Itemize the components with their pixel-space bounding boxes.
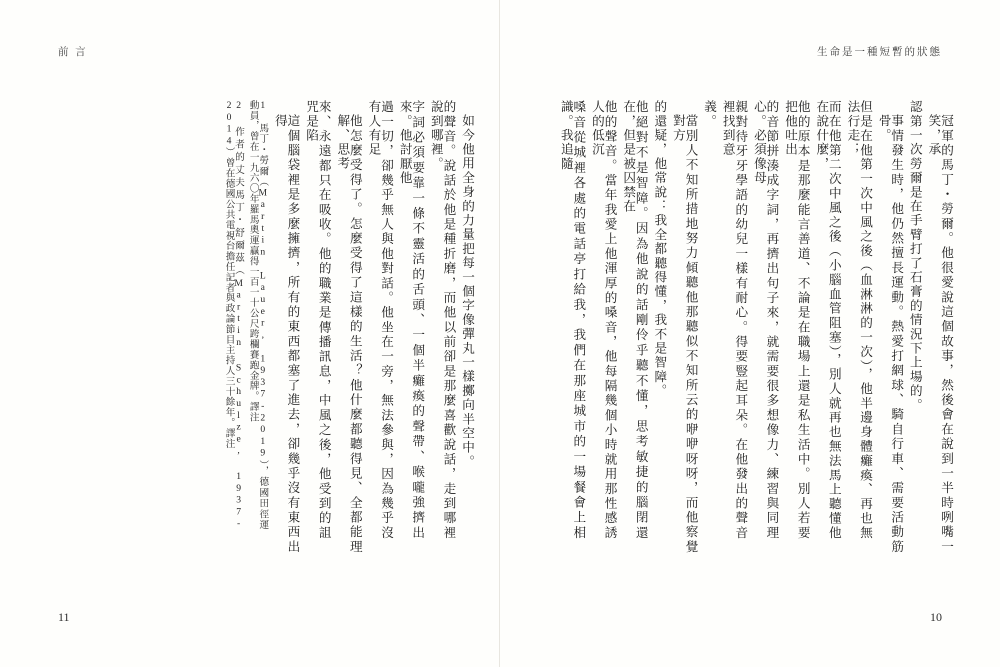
running-head-left: 前 言 xyxy=(58,47,88,58)
footnotes xyxy=(219,100,267,530)
text-column: 事情發生時，他仍然擅長運動。熱愛打網球、騎自行車、需要活動筋骨。 xyxy=(876,114,904,554)
text-column: 如今他用全身的力量把每一個字像彈丸一樣擲向半空中。 xyxy=(460,114,474,469)
text-column: 字詞必須要靠一條不靈活的舌頭、一個半癱瘓的聲帶、喉嚨強擠出來。他討厭他 xyxy=(397,100,425,540)
text-column: 認第一次勞爾是在手臂打了石膏的情況下上場的。 xyxy=(907,100,922,413)
text-column: 的還疑，他常說：我全都聽得懂，我不是智障。 xyxy=(652,100,667,399)
text-column: 這個腦袋裡是多麼擁擠，所有的東西都塞了進去，卻幾乎沒有東西出得 xyxy=(272,114,300,554)
page-right xyxy=(500,0,1000,667)
text-column: 義。 xyxy=(702,100,717,129)
text-columns-right xyxy=(526,100,952,595)
running-head-right: 生命是一種短暫的狀態 xyxy=(817,47,942,58)
footnote-item: 1 馬丁・勞爾（Martin Lauer, 1937-2019），德國田徑運動員，曾在一九六〇年羅馬奧運贏得一百一十公尺跨欄賽跑金牌。譯注 xyxy=(247,100,269,530)
text-column: 他的聲音。當年我愛上他渾厚的嗓音，他每隔幾個小時就用那性感誘人的低沉 xyxy=(589,100,617,540)
text-columns-left xyxy=(48,100,473,595)
footnote-item: 2 作者的丈夫馬丁・舒爾茲（Martin Schulze, 1937-2014）曾在德國公共電視台擔任記者與政論節目主持人三十餘年。譯注 xyxy=(223,100,245,530)
text-column: 來、永遠都只在吸收。他的職業是傳播訊息，中風之後，他受到的詛咒是陷 xyxy=(304,100,331,540)
text-column: 當別人不知所措地努力傾聽他那聽似不知所云的咿咿呀呀，而他察覺對方 xyxy=(670,114,698,554)
text-column: 而在他第二次中風之後（小腦血管阻塞），別人就再也無法馬上聽懂他在說什麼， xyxy=(814,100,841,540)
text-column: 親對待牙牙學語的幼兒一樣有耐心。得要豎起耳朵。在他發出的聲音裡找到意 xyxy=(720,100,748,540)
text-column: 他絕對不是智障。因為他說的話剛伶乎聽不懂，思考敏捷的腦閉還在，但是被囚禁在 xyxy=(621,100,648,540)
text-column: 的聲音。說話於他是種折磨，而他以前卻是那麼喜歡說話，走到哪裡說到哪裡。 xyxy=(428,100,456,540)
text-column: 冠軍的馬丁・勞爾。他很愛說這個故事，然後會在說到一半時咧嘴一笑，承 xyxy=(926,114,953,554)
folio-right: 10 xyxy=(930,610,942,624)
text-column: 的音節拼湊成字詞，再擠出句子來，就需要很多想像力、練習與同理心。必須像母 xyxy=(751,100,779,540)
text-column: 嗓音從城裡各處的電話亭打給我，我們在那座城市的一場餐會上相識。我追隨 xyxy=(558,100,586,540)
text-column: 他怎麼受得了。怎麼受得了這樣的生活？他什麼都聽得見、全都能理解、思考 xyxy=(335,114,362,554)
folio-left: 11 xyxy=(58,610,70,624)
text-column: 他的原本是那麼能言善道、不論是在職場上還是私生活中。別人若要把他吐出 xyxy=(783,100,810,540)
text-column: 但是在他第一次中風之後（血淋淋的一次），他半邊身體癱瘓、再也無法行走； xyxy=(845,100,873,540)
text-column: 過一切，卻幾乎無人與他對話。他坐在一旁，無法參與，因為幾乎沒有人有足 xyxy=(366,100,394,540)
